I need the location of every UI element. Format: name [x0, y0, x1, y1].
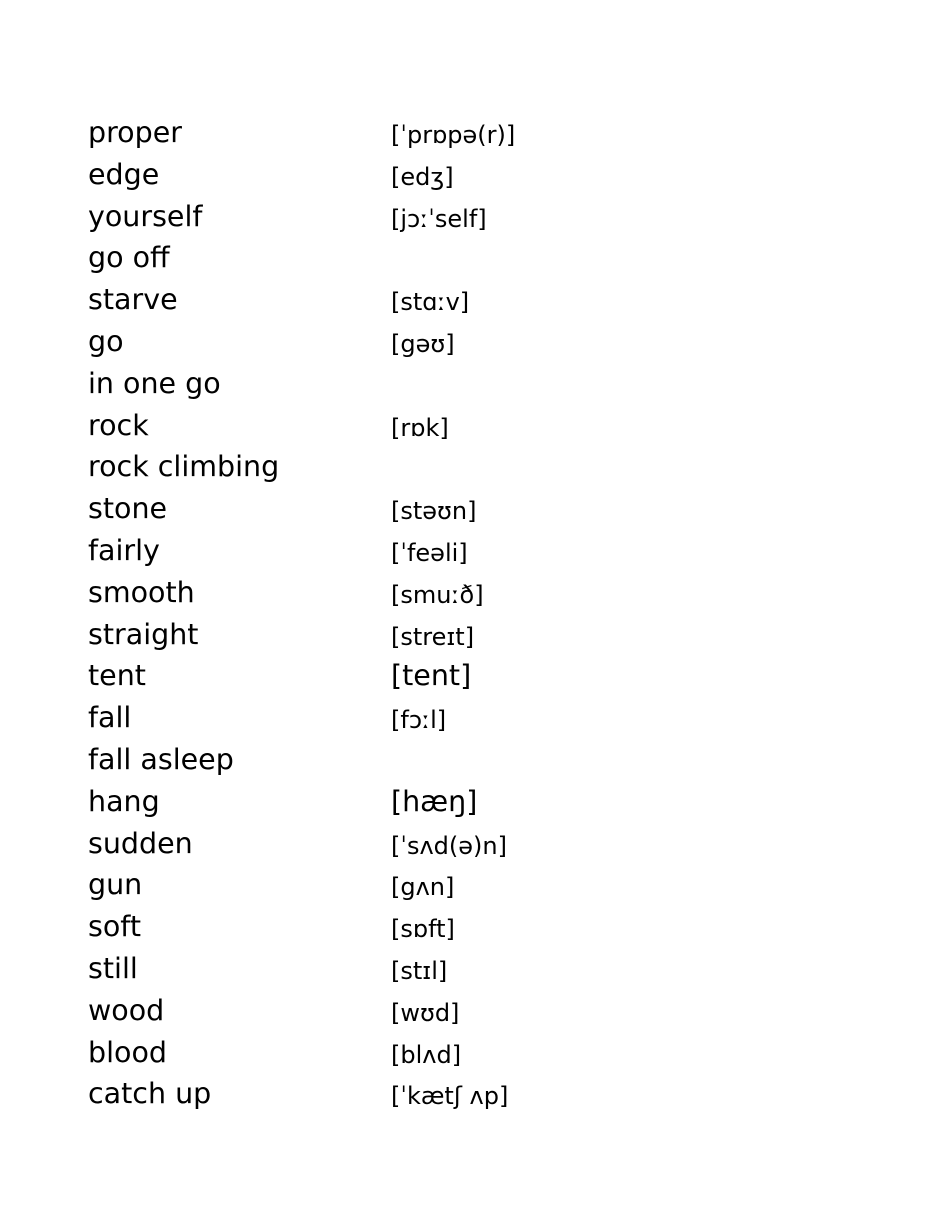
vocab-row: [88, 990, 788, 1032]
vocab-row: [88, 572, 788, 614]
vocab-pronunciation: [ˈfeəli]: [391, 538, 468, 567]
vocab-word: proper: [88, 116, 182, 149]
vocab-row: [88, 906, 788, 948]
vocab-row: [88, 739, 788, 781]
vocab-pronunciation: [stɑːv]: [391, 288, 470, 317]
vocab-pronunciation: [sɒft]: [391, 915, 455, 944]
vocab-pronunciation: [stɪl]: [391, 956, 448, 985]
vocabulary-list: [88, 112, 788, 1115]
vocab-row: [88, 488, 788, 530]
vocab-row: [88, 196, 788, 238]
vocab-pronunciation: [tent]: [391, 659, 472, 693]
vocab-pronunciation: [ˈkætʃ ʌp]: [391, 1082, 509, 1111]
vocab-word: in one go: [88, 366, 221, 400]
vocab-word: hang: [88, 784, 160, 818]
vocab-row: [88, 530, 788, 572]
vocab-word: fairly: [88, 533, 160, 567]
vocab-row: [88, 279, 788, 321]
vocab-pronunciation: [streɪt]: [391, 622, 475, 651]
vocab-word: straight: [88, 617, 199, 651]
vocab-row: [88, 321, 788, 363]
vocab-word: blood: [88, 1035, 167, 1069]
vocab-pronunciation: [wʊd]: [391, 998, 460, 1027]
vocab-row: [88, 697, 788, 739]
vocab-word: fall: [88, 701, 132, 735]
vocab-row: [88, 1032, 788, 1074]
vocab-row: [88, 446, 788, 488]
vocab-row: [88, 1073, 788, 1115]
vocab-word: soft: [88, 910, 141, 944]
vocab-row: [88, 948, 788, 990]
vocab-word: rock climbing: [88, 450, 280, 484]
vocab-row: [88, 405, 788, 447]
vocab-row: [88, 655, 788, 697]
vocab-word: sudden: [88, 826, 193, 860]
vocab-row: [88, 781, 788, 823]
vocab-pronunciation: [gəʊ]: [391, 329, 455, 358]
vocab-pronunciation: [hæŋ]: [391, 784, 478, 818]
vocab-pronunciation: [rɒk]: [391, 413, 449, 442]
vocab-pronunciation: [blʌd]: [391, 1040, 462, 1069]
vocab-word: edge: [88, 157, 160, 191]
vocab-word: catch up: [88, 1077, 212, 1111]
vocab-word: rock: [88, 408, 149, 442]
vocab-word: go off: [88, 241, 170, 275]
vocab-row: [88, 823, 788, 865]
vocab-row: [88, 614, 788, 656]
vocab-row: [88, 112, 788, 154]
vocab-word: still: [88, 951, 138, 985]
vocab-word: wood: [88, 993, 165, 1027]
vocab-pronunciation: [smuːð]: [391, 580, 484, 609]
vocab-word: tent: [88, 659, 146, 693]
vocab-pronunciation: [jɔːˈself]: [391, 204, 487, 233]
vocab-word: stone: [88, 492, 168, 526]
vocab-pronunciation: [stəʊn]: [391, 497, 477, 526]
vocab-pronunciation: [fɔːl]: [391, 706, 447, 735]
vocab-pronunciation: [ˈprɒpə(r)]: [391, 121, 516, 149]
vocab-row: [88, 864, 788, 906]
vocab-word: gun: [88, 868, 143, 902]
vocab-pronunciation: [gʌn]: [391, 873, 455, 902]
vocab-word: go: [88, 324, 124, 358]
vocab-word: smooth: [88, 575, 195, 609]
vocab-word: starve: [88, 283, 178, 317]
vocab-pronunciation: [ˈsʌd(ə)n]: [391, 831, 507, 860]
vocab-pronunciation: [edʒ]: [391, 162, 454, 191]
vocab-row: [88, 154, 788, 196]
vocab-row: [88, 237, 788, 279]
vocab-row: [88, 363, 788, 405]
vocab-word: yourself: [88, 199, 203, 233]
vocab-word: fall asleep: [88, 742, 234, 776]
